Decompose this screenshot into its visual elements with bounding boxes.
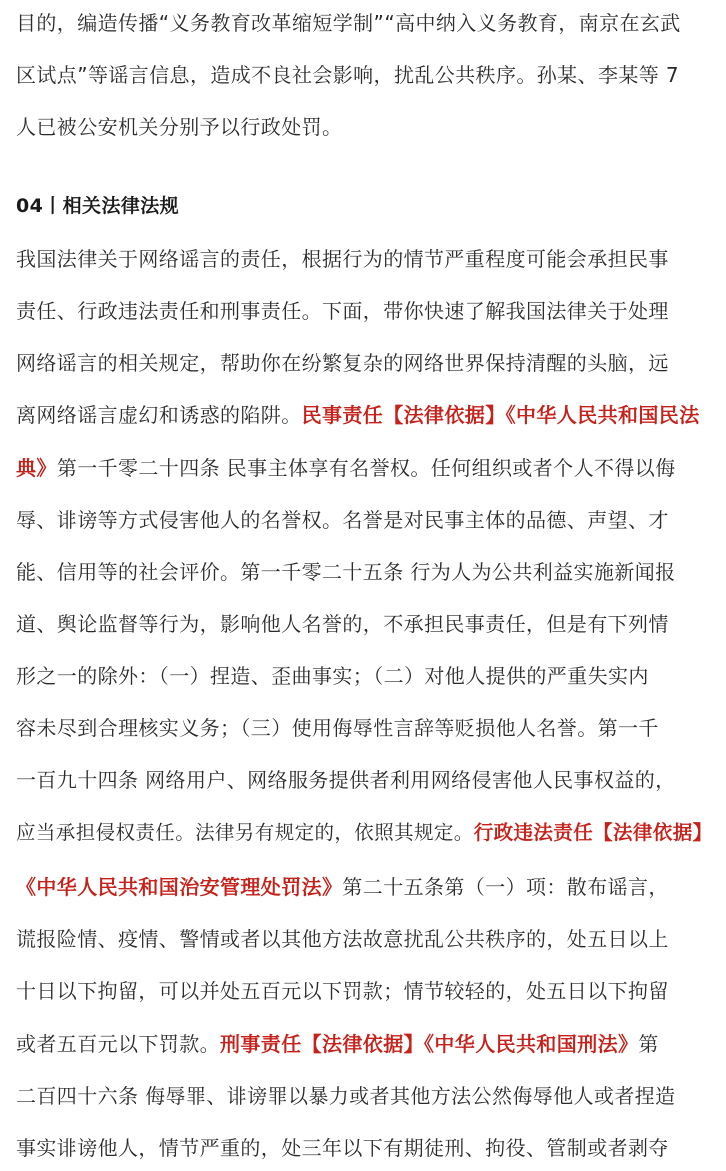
body-text: 我国法律关于网络谣言的责任，根据行为的情节严重程度可能会承担民事 xyxy=(16,247,669,271)
paragraph-line xyxy=(16,767,718,793)
body-text: 十日以下拘留，可以并处五百元以下罚款；情节较轻的，处五日以下拘留 xyxy=(16,979,669,1003)
intro-line-3: 人已被公安机关分别予以行政处罚。 xyxy=(16,115,343,139)
paragraph-line xyxy=(16,298,718,324)
paragraph-line xyxy=(16,1135,718,1161)
body-text: 形之一的除外：（一）捏造、歪曲事实；（二）对他人提供的严重失实内 xyxy=(16,664,649,688)
paragraph-line xyxy=(16,1031,718,1057)
intro-line-1: 目的，编造传播“义务教育改革缩短学制”“高中纳入义务教育，南京在玄武 xyxy=(16,11,681,35)
paragraph-line xyxy=(16,611,718,637)
paragraph-line xyxy=(16,978,718,1004)
body-text: 离网络谣言虚幻和诱惑的陷阱。 xyxy=(16,403,302,427)
body-text: 谎报险情、疫情、警情或者以其他方法故意扰乱公共秩序的，处五日以上 xyxy=(16,927,669,951)
body-text: 或者五百元以下罚款。 xyxy=(16,1032,220,1056)
section-title: 04丨相关法律法规 xyxy=(16,195,180,217)
section-heading xyxy=(16,193,718,219)
criminal-liability-highlight: 刑事责任【法律依据】《中华人民共和国刑法》 xyxy=(220,1032,639,1056)
body-text: 第 xyxy=(638,1032,659,1056)
paragraph-line xyxy=(16,715,718,741)
paragraph-line xyxy=(16,114,718,140)
paragraph-line xyxy=(16,455,718,481)
paragraph-line xyxy=(16,663,718,689)
body-text: 第一千零二十四条 民事主体享有名誉权。任何组织或者个人不得以侮 xyxy=(56,456,676,480)
body-text: 网络谣言的相关规定，帮助你在纷繁复杂的网络世界保持清醒的头脑，远 xyxy=(16,351,669,375)
body-text: 容未尽到合理核实义务；（三）使用侮辱性言辞等贬损他人名誉。第一千 xyxy=(16,716,659,740)
body-text: 辱、诽谤等方式侵害他人的名誉权。名誉是对民事主体的品德、声望、才 xyxy=(16,508,669,532)
administrative-liability-highlight: 行政违法责任【法律依据】 xyxy=(473,821,713,844)
paragraph-line xyxy=(16,559,718,585)
paragraph-line xyxy=(16,1083,718,1109)
body-text: 能、信用等的社会评价。第一千零二十五条 行为人为公共利益实施新闻报 xyxy=(16,560,676,584)
paragraph-line xyxy=(16,350,718,376)
paragraph-line xyxy=(16,62,718,88)
body-text: 二百四十六条 侮辱罪、诽谤罪以暴力或者其他方法公然侮辱他人或者捏造 xyxy=(16,1084,676,1108)
paragraph-line xyxy=(16,820,718,846)
body-text: 一百九十四条 网络用户、网络服务提供者利用网络侵害他人民事权益的， xyxy=(16,768,676,792)
body-text: 责任、行政违法责任和刑事责任。下面，带你快速了解我国法律关于处理 xyxy=(16,299,669,323)
civil-liability-highlight: 民事责任【法律依据】《中华人民共和国民法 xyxy=(301,403,700,427)
paragraph-line xyxy=(16,507,718,533)
body-text: 道、舆论监督等行为，影响他人名誉的，不承担民事责任，但是有下列情 xyxy=(16,612,669,636)
intro-line-2: 区试点”等谣言信息，造成不良社会影响，扰乱公共秩序。孙某、李某等 7 xyxy=(16,63,680,87)
body-text: 事实诽谤他人，情节严重的，处三年以下有期徒刑、拘役、管制或者剥夺 xyxy=(16,1136,669,1160)
paragraph-line xyxy=(16,926,718,952)
civil-code-highlight: 典》 xyxy=(16,456,57,480)
paragraph-line xyxy=(16,402,718,428)
paragraph-line xyxy=(16,246,718,272)
public-security-law-highlight: 《中华人民共和国治安管理处罚法》 xyxy=(16,875,343,899)
body-text: 第二十五条第（一）项：散布谣言， xyxy=(342,875,669,899)
paragraph-line xyxy=(16,874,718,900)
body-text: 应当承担侵权责任。法律另有规定的，依照其规定。 xyxy=(16,821,474,844)
paragraph-line xyxy=(16,10,718,36)
